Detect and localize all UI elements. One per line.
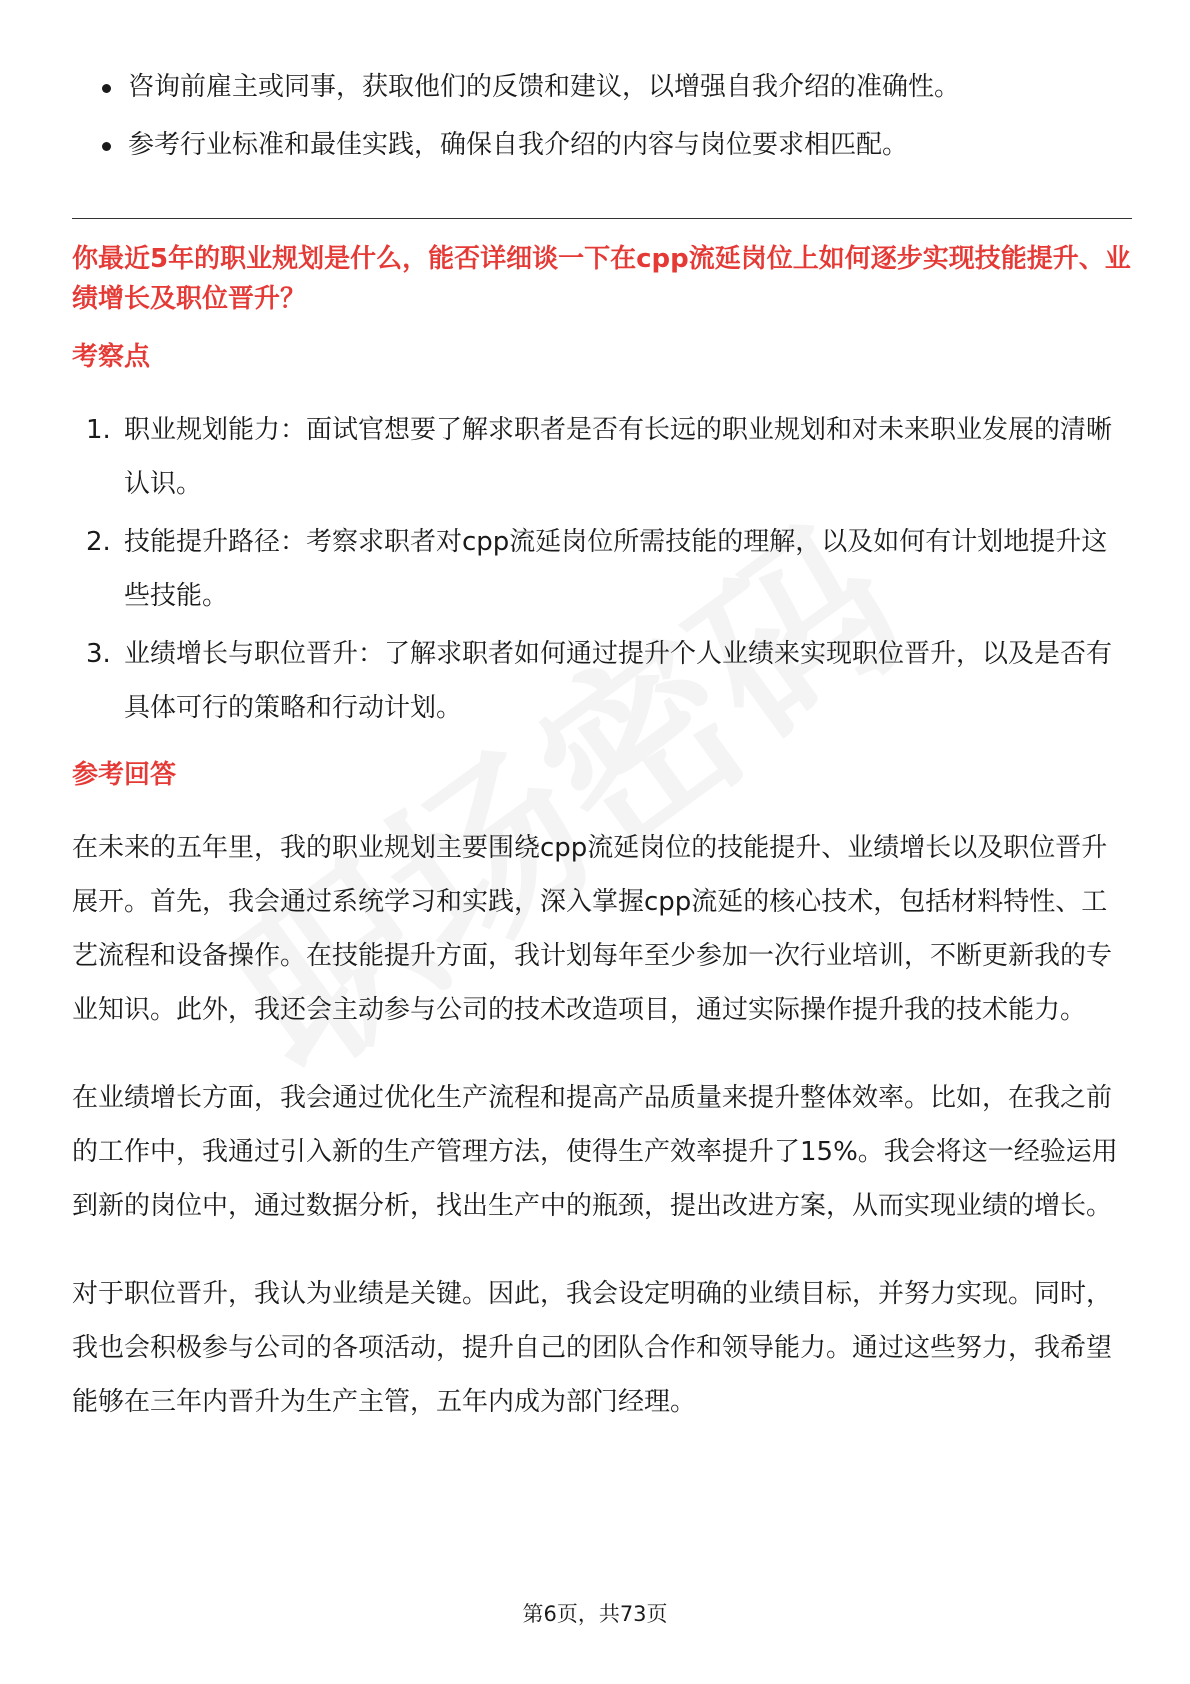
bullet-dot-icon <box>102 84 111 93</box>
section-divider <box>72 218 1132 219</box>
point-number: 3. <box>86 639 111 669</box>
page-number: 第6页，共73页 <box>522 1602 668 1626</box>
point-number: 1. <box>86 415 111 445</box>
document-page <box>72 58 1132 1429</box>
list-item <box>72 403 1132 511</box>
answer-paragraph: 对于职位晋升，我认为业绩是关键。因此，我会设定明确的业绩目标，并努力实现。同时，我也会积极参与公司的各项活动，提升自己的团队合作和领导能力。通过这些努力，我希望能够在三年内晋升为生产主管，五年内成为部门经理。 <box>72 1279 1113 1417</box>
answer-paragraph: 在未来的五年里，我的职业规划主要围绕cpp流延岗位的技能提升、业绩增长以及职位晋升展开。首先，我会通过系统学习和实践，深入掌握cpp流延的核心技术，包括材料特性、工艺流程和设备操作。在技能提升方面，我计划每年至少参加一次行业培训，不断更新我的专业知识。此外，我还会主动参与公司的技术改造项目，通过实际操作提升我的技术能力。 <box>72 833 1113 1025</box>
point-text: 职业规划能力：面试官想要了解求职者是否有长远的职业规划和对未来职业发展的清晰认识。 <box>124 415 1113 499</box>
answer-paragraph: 在业绩增长方面，我会通过优化生产流程和提高产品质量来提升整体效率。比如，在我之前的工作中，我通过引入新的生产管理方法，使得生产效率提升了15%。我会将这一经验运用到新的岗位中，通过数据分析，找出生产中的瓶颈，提出改进方案，从而实现业绩的增长。 <box>72 1083 1118 1221</box>
list-item <box>72 627 1132 735</box>
bullet-text: 咨询前雇主或同事，获取他们的反馈和建议，以增强自我介绍的准确性。 <box>128 72 961 102</box>
list-item <box>72 116 1132 174</box>
tips-bullet-list <box>72 58 1132 174</box>
answer-heading: 参考回答 <box>72 760 177 790</box>
point-number: 2. <box>86 527 111 557</box>
point-text: 技能提升路径：考察求职者对cpp流延岗位所需技能的理解，以及如何有计划地提升这些技能。 <box>124 527 1108 611</box>
list-item <box>72 515 1132 623</box>
point-text: 业绩增长与职位晋升：了解求职者如何通过提升个人业绩来实现职位晋升，以及是否有具体可行的策略和行动计划。 <box>124 639 1113 723</box>
assessment-heading: 考察点 <box>72 342 151 372</box>
bullet-dot-icon <box>102 142 111 151</box>
assessment-points <box>72 403 1132 735</box>
interview-question: 你最近5年的职业规划是什么，能否详细谈一下在cpp流延岗位上如何逐步实现技能提升、业绩增长及职位晋升？ <box>72 244 1131 314</box>
list-item <box>72 58 1132 116</box>
bullet-text: 参考行业标准和最佳实践，确保自我介绍的内容与岗位要求相匹配。 <box>128 130 909 160</box>
